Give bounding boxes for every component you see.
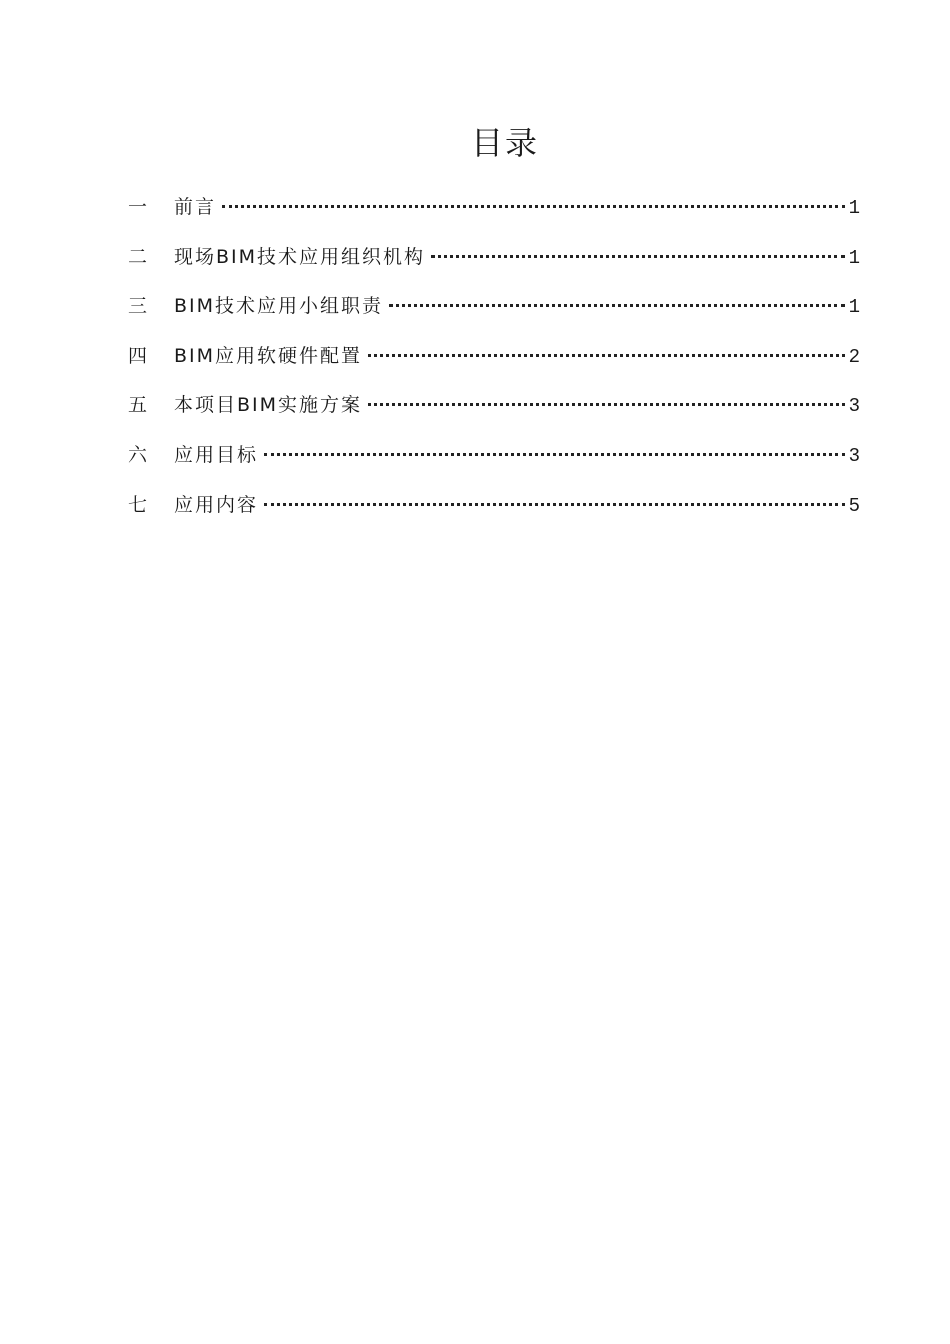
toc-entry-title: 前言 [174, 196, 217, 218]
toc-entry-title: BIM应用软硬件配置 [174, 344, 363, 367]
dot-leader [264, 453, 845, 456]
toc-entry-title: 本项目BIM实施方案 [174, 394, 363, 417]
toc-entry-number: 七 [128, 493, 148, 516]
toc-list [128, 192, 860, 539]
toc-entry-1[interactable] [128, 192, 860, 242]
toc-entry-title: 现场BIM技术应用组织机构 [174, 245, 426, 268]
toc-entry-number: 三 [128, 295, 148, 318]
dot-leader [222, 205, 845, 208]
toc-title: 目录 [470, 124, 539, 162]
toc-entry-6[interactable] [128, 440, 860, 490]
toc-entry-page: 5 [848, 494, 860, 517]
toc-entry-4[interactable] [128, 341, 860, 391]
toc-entry-3[interactable] [128, 291, 860, 341]
toc-entry-number: 六 [128, 443, 148, 466]
toc-entry-title: BIM技术应用小组职责 [174, 295, 384, 318]
toc-entry-page: 1 [848, 246, 860, 269]
toc-entry-page: 1 [848, 197, 860, 219]
dot-leader [368, 354, 845, 357]
dot-leader [389, 304, 845, 307]
dot-leader [368, 403, 845, 406]
toc-entry-page: 3 [848, 395, 860, 418]
toc-entry-number: 二 [128, 245, 148, 268]
dot-leader [431, 255, 845, 258]
toc-entry-number: 五 [128, 394, 148, 417]
toc-entry-title: 应用目标 [174, 443, 259, 466]
toc-entry-number: 一 [128, 196, 148, 218]
toc-entry-page: 1 [848, 296, 860, 319]
toc-entry-title: 应用内容 [174, 493, 259, 516]
toc-entry-number: 四 [128, 344, 148, 367]
toc-entry-7[interactable] [128, 490, 860, 540]
toc-entry-2[interactable] [128, 242, 860, 292]
toc-entry-page: 3 [848, 444, 860, 467]
toc-entry-5[interactable] [128, 390, 860, 440]
toc-entry-page: 2 [848, 345, 860, 368]
dot-leader [264, 503, 845, 506]
